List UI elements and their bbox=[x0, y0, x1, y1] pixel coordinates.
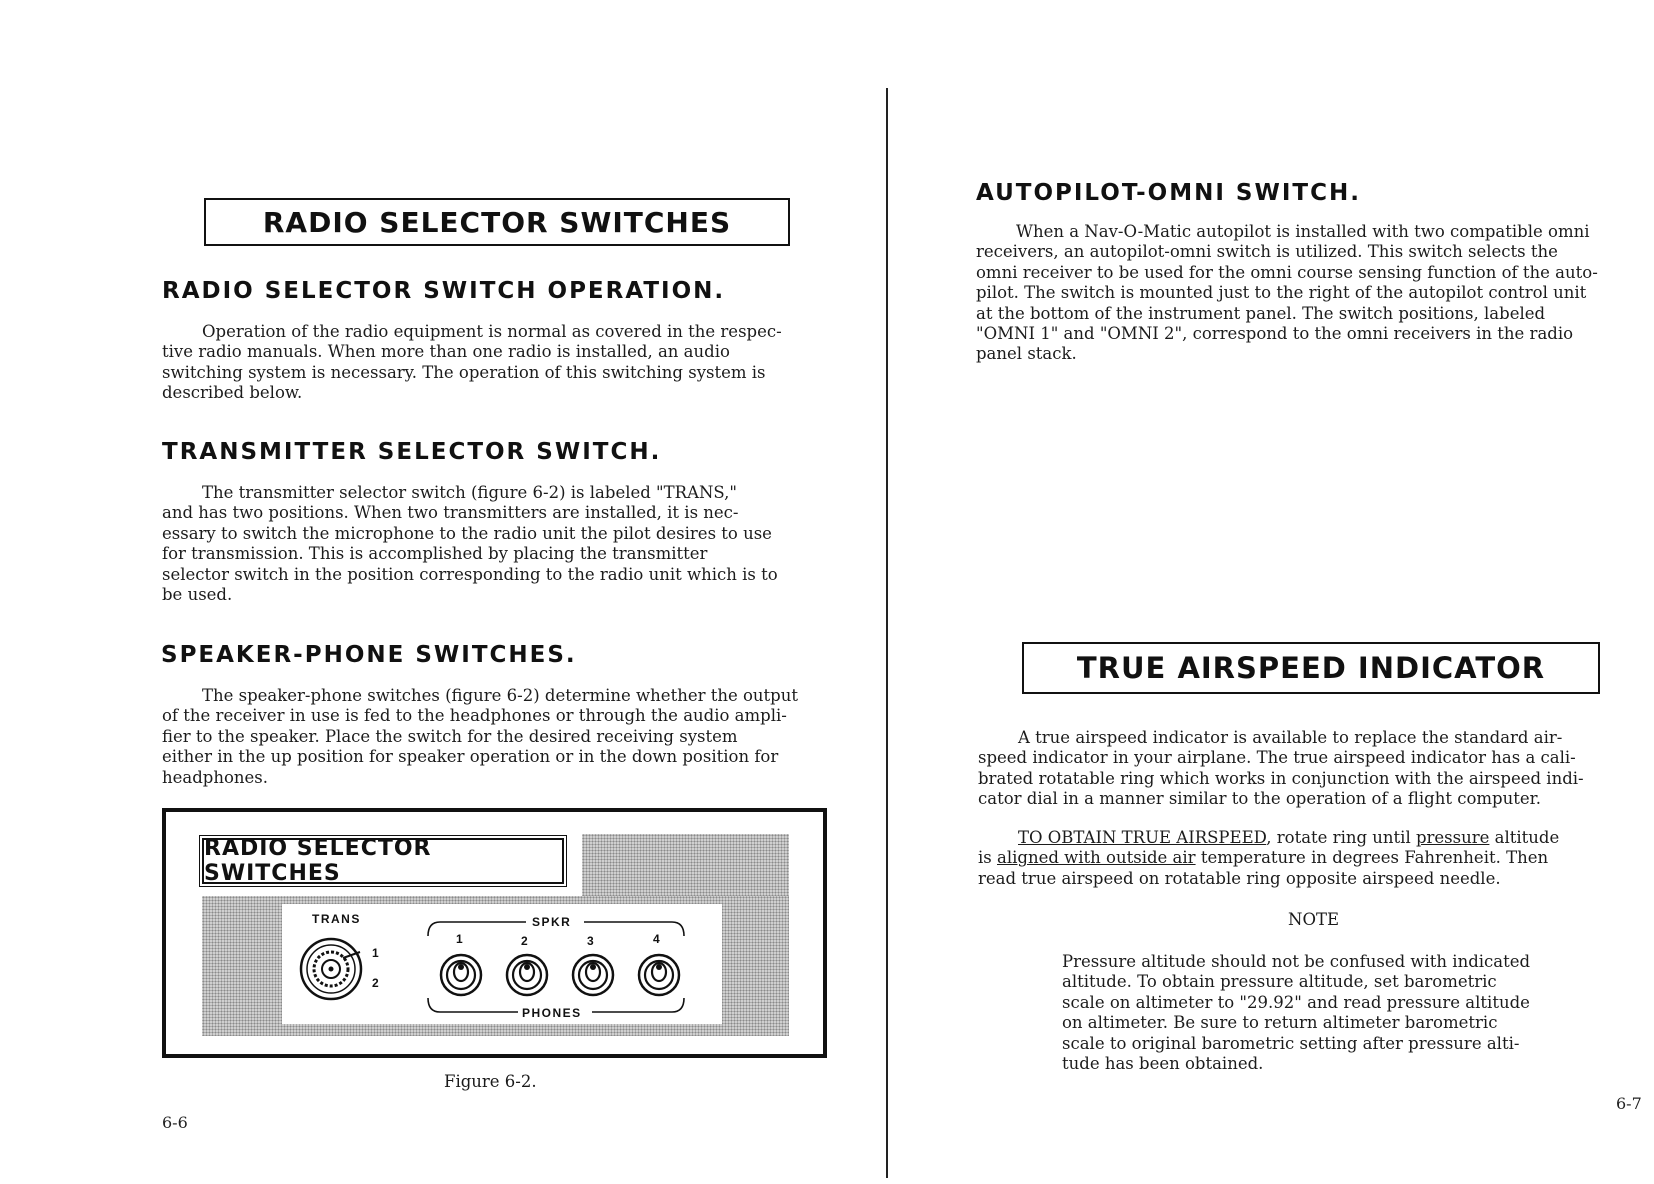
text-fragment: is bbox=[978, 848, 997, 868]
text-line: tude has been obtained. bbox=[1062, 1054, 1264, 1074]
figure-title: RADIO SELECTOR SWITCHES bbox=[204, 836, 432, 886]
switch-number-3: 3 bbox=[587, 934, 596, 948]
text-line: Pressure altitude should not be confused with indicated bbox=[1062, 952, 1531, 971]
text-line bbox=[978, 828, 1636, 848]
text-line: and has two positions. When two transmitters are installed, it is nec- bbox=[162, 503, 739, 523]
speaker-phone-switches-heading: SPEAKER-PHONE SWITCHES. bbox=[161, 642, 577, 668]
text-line: altitude. To obtain pressure altitude, set barometric bbox=[1062, 972, 1497, 992]
true-airspeed-indicator-title-box bbox=[1022, 642, 1600, 694]
obtain-true-airspeed-lead: TO OBTAIN TRUE AIRSPEED bbox=[1018, 828, 1267, 847]
text-line: switching system is necessary. The operation of this switching system is bbox=[162, 362, 766, 382]
trans-position-1: 1 bbox=[372, 946, 381, 960]
radio-operation-paragraph bbox=[162, 322, 826, 404]
radio-selector-switches-title: RADIO SELECTOR SWITCHES bbox=[262, 205, 732, 239]
note-label: NOTE bbox=[1288, 910, 1340, 929]
text-line: Operation of the radio equipment is normal as covered in the respec- bbox=[202, 322, 782, 341]
text-line: essary to switch the microphone to the radio unit the pilot desires to use bbox=[162, 523, 772, 543]
text-line: omni receiver to be used for the omni course sensing function of the auto- bbox=[976, 262, 1598, 282]
text-line: The transmitter selector switch (figure 6-2) is labeled "TRANS," bbox=[202, 483, 737, 502]
panel-shading-right bbox=[582, 834, 789, 896]
text-fragment: , rotate ring until bbox=[1266, 828, 1416, 847]
obtain-true-airspeed-paragraph bbox=[978, 828, 1636, 889]
text-line: described below. bbox=[162, 383, 303, 403]
underlined-pressure: pressure bbox=[1415, 828, 1490, 847]
speaker-phone-toggle-4[interactable] bbox=[636, 952, 682, 998]
text-line: headphones. bbox=[162, 767, 269, 787]
text-line: A true airspeed indicator is available to replace the standard air- bbox=[1018, 728, 1563, 747]
autopilot-paragraph bbox=[976, 222, 1634, 365]
text-line: selector switch in the position corresponding to the radio unit which is to bbox=[162, 564, 778, 584]
figure-caption: Figure 6-2. bbox=[444, 1072, 537, 1091]
text-line: for transmission. This is accomplished by placing the transmitter bbox=[162, 544, 708, 564]
page-number-right: 6-7 bbox=[1616, 1094, 1642, 1113]
text-line: "OMNI 1" and "OMNI 2", correspond to the omni receivers in the radio bbox=[976, 324, 1574, 344]
radio-selector-switch-operation-heading: RADIO SELECTOR SWITCH OPERATION. bbox=[162, 278, 726, 304]
figure-title-box bbox=[202, 838, 564, 884]
autopilot-omni-switch-heading: AUTOPILOT-OMNI SWITCH. bbox=[976, 180, 1361, 206]
text-line: either in the up position for speaker operation or in the down position for bbox=[162, 747, 779, 767]
transmitter-selector-switch-heading: TRANSMITTER SELECTOR SWITCH. bbox=[162, 439, 662, 465]
text-line: cator dial in a manner similar to the operation of a flight computer. bbox=[978, 789, 1541, 809]
transmitter-paragraph bbox=[162, 483, 814, 605]
text-line: scale to original barometric setting after pressure alti- bbox=[1062, 1033, 1520, 1053]
text-line: brated rotatable ring which works in conjunction with the airspeed indi- bbox=[978, 768, 1584, 788]
page-number-left: 6-6 bbox=[162, 1113, 188, 1132]
text-line: panel stack. bbox=[976, 344, 1077, 364]
text-line bbox=[978, 848, 1636, 868]
underlined-aligned-phrase: aligned with outside air bbox=[997, 848, 1196, 868]
switch-number-4: 4 bbox=[653, 932, 662, 946]
radio-selector-switches-title-box bbox=[204, 198, 790, 246]
figure-6-2-radio-panel bbox=[162, 808, 827, 1058]
text-line: When a Nav-O-Matic autopilot is installed with two compatible omni bbox=[1016, 222, 1590, 241]
text-line: be used. bbox=[162, 585, 233, 605]
true-airspeed-indicator-title: TRUE AIRSPEED INDICATOR bbox=[1076, 651, 1546, 685]
text-line: at the bottom of the instrument panel. The switch positions, labeled bbox=[976, 303, 1546, 323]
spkr-label: SPKR bbox=[532, 915, 572, 929]
text-line: pilot. The switch is mounted just to the right of the autopilot control unit bbox=[976, 283, 1587, 303]
speaker-phone-toggle-1[interactable] bbox=[438, 952, 484, 998]
text-line: fier to the speaker. Place the switch for the desired receiving system bbox=[162, 726, 738, 746]
text-line: tive radio manuals. When more than one radio is installed, an audio bbox=[162, 342, 730, 362]
text-line: The speaker-phone switches (figure 6-2) determine whether the output bbox=[202, 686, 798, 705]
text-fragment: temperature in degrees Fahrenheit. Then bbox=[1195, 848, 1549, 868]
true-airspeed-paragraph bbox=[978, 728, 1636, 810]
trans-position-2: 2 bbox=[372, 976, 381, 990]
phones-label: PHONES bbox=[522, 1006, 582, 1020]
speaker-phone-paragraph bbox=[162, 686, 828, 788]
speaker-phone-toggle-2[interactable] bbox=[504, 952, 550, 998]
text-line: read true airspeed on rotatable ring opposite airspeed needle. bbox=[978, 868, 1501, 888]
text-fragment: altitude bbox=[1489, 828, 1560, 847]
text-line: receivers, an autopilot-omni switch is utilized. This switch selects the bbox=[976, 242, 1558, 262]
text-line: speed indicator in your airplane. The true airspeed indicator has a cali- bbox=[978, 748, 1576, 768]
note-paragraph bbox=[1062, 952, 1572, 1074]
text-line: scale on altimeter to "29.92" and read pressure altitude bbox=[1062, 992, 1530, 1012]
switch-number-1: 1 bbox=[456, 932, 465, 946]
trans-rotary-knob[interactable] bbox=[298, 936, 364, 1002]
text-line: on altimeter. Be sure to return altimeter barometric bbox=[1062, 1013, 1498, 1033]
switch-number-2: 2 bbox=[521, 934, 530, 948]
speaker-phone-toggle-3[interactable] bbox=[570, 952, 616, 998]
text-line: of the receiver in use is fed to the headphones or through the audio ampli- bbox=[162, 706, 787, 726]
trans-label: TRANS bbox=[312, 912, 361, 926]
page-gutter-line bbox=[886, 88, 888, 1178]
